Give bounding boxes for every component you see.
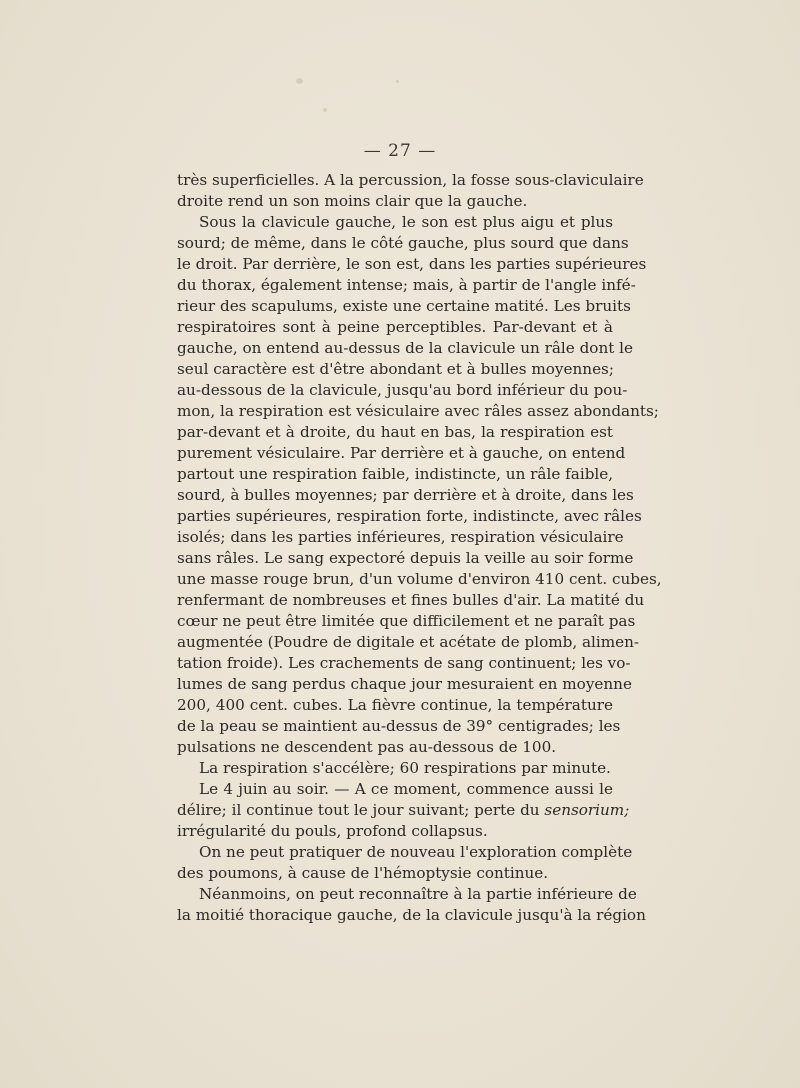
text-line: renfermant de nombreuses et fines bulles d'air. La matité du bbox=[177, 591, 645, 609]
text-line: au-dessous de la clavicule, jusqu'au bord inférieur du pou- bbox=[177, 381, 628, 399]
text-line: On ne peut pratiquer de nouveau l'exploration complète bbox=[199, 843, 633, 861]
text-line: La respiration s'accélère; 60 respirations par minute. bbox=[199, 759, 611, 777]
ink-speck bbox=[396, 80, 399, 83]
text-line: sourd; de même, dans le côté gauche, plus sourd que dans bbox=[177, 234, 629, 252]
text-line: par-devant et à droite, du haut en bas, la respiration est bbox=[177, 423, 613, 441]
text-line bbox=[177, 800, 630, 821]
text-line: mon, la respiration est vésiculaire avec râles assez abondants; bbox=[177, 402, 659, 420]
text-line: très superficielles. A la percussion, la fosse sous-claviculaire bbox=[177, 171, 644, 189]
text-line: sourd, à bulles moyennes; par derrière et à droite, dans les bbox=[177, 486, 634, 504]
text-line: 200, 400 cent. cubes. La fièvre continue, la température bbox=[177, 696, 613, 714]
ink-speck bbox=[323, 108, 327, 112]
text-line-part: délire; il continue tout le jour suivant; perte du bbox=[177, 801, 545, 819]
text-line: sans râles. Le sang expectoré depuis la veille au soir forme bbox=[177, 549, 634, 567]
text-line: pulsations ne descendent pas au-dessous de 100. bbox=[177, 738, 557, 756]
text-line: augmentée (Poudre de digitale et acétate de plomb, alimen- bbox=[177, 633, 640, 651]
text-line: droite rend un son moins clair que la gauche. bbox=[177, 192, 528, 210]
page-number: — 27 — bbox=[363, 141, 437, 161]
text-line: de la peau se maintient au-dessus de 39° centigrades; les bbox=[177, 717, 621, 735]
text-line: Sous la clavicule gauche, le son est plus aigu et plus bbox=[199, 213, 613, 231]
text-line: du thorax, également intense; mais, à partir de l'angle infé- bbox=[177, 276, 636, 294]
text-line: la moitié thoracique gauche, de la clavicule jusqu'à la région bbox=[177, 906, 646, 924]
text-line: respiratoires sont à peine perceptibles. Par-devant et à bbox=[177, 318, 613, 336]
text-line: le droit. Par derrière, le son est, dans les parties supérieures bbox=[177, 255, 647, 273]
text-line: cœur ne peut être limitée que difficilement et ne paraît pas bbox=[177, 612, 636, 630]
text-line: lumes de sang perdus chaque jour mesuraient en moyenne bbox=[177, 675, 632, 693]
text-line: gauche, on entend au-dessus de la clavicule un râle dont le bbox=[177, 339, 633, 357]
text-line: irrégularité du pouls, profond collapsus. bbox=[177, 822, 488, 840]
italic-term: sensorium; bbox=[544, 801, 630, 819]
text-line: parties supérieures, respiration forte, indistincte, avec râles bbox=[177, 507, 642, 525]
text-line: des poumons, à cause de l'hémoptysie continue. bbox=[177, 864, 549, 882]
text-line: tation froide). Les crachements de sang continuent; les vo- bbox=[177, 654, 631, 672]
ink-speck bbox=[296, 78, 303, 84]
body-text bbox=[177, 170, 662, 926]
text-line: Néanmoins, on peut reconnaître à la partie inférieure de bbox=[199, 885, 637, 903]
text-line: partout une respiration faible, indistincte, un râle faible, bbox=[177, 465, 614, 483]
text-line: une masse rouge brun, d'un volume d'environ 410 cent. cubes, bbox=[177, 570, 662, 588]
text-line: rieur des scapulums, existe une certaine matité. Les bruits bbox=[177, 297, 631, 315]
text-line: purement vésiculaire. Par derrière et à gauche, on entend bbox=[177, 444, 626, 462]
text-line: isolés; dans les parties inférieures, respiration vésiculaire bbox=[177, 528, 624, 546]
text-line: seul caractère est d'être abondant et à bulles moyennes; bbox=[177, 360, 614, 378]
text-line: Le 4 juin au soir. — A ce moment, commence aussi le bbox=[199, 780, 613, 798]
